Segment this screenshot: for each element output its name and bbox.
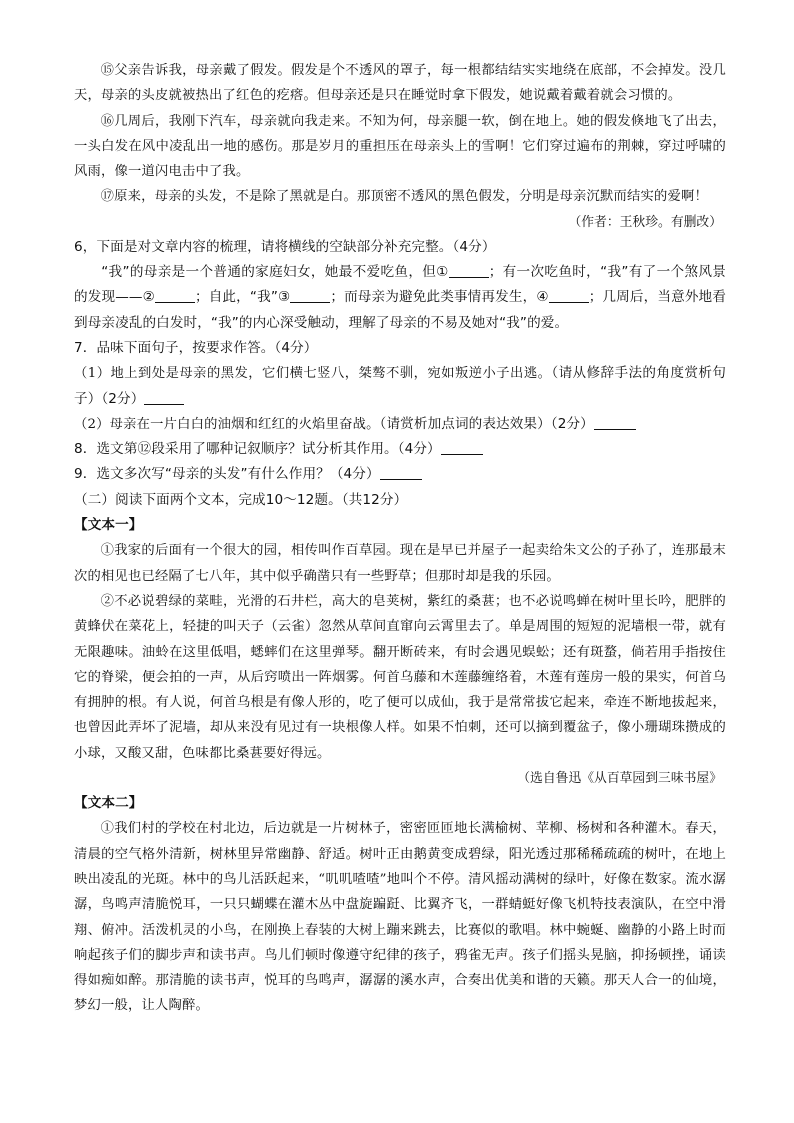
q7-2-quote: （2）母亲在一片白白的油烟和红红的火焰里奋战。: [74, 416, 380, 432]
answer-blank-1[interactable]: [449, 263, 489, 278]
text-1-paragraph-2: ②不必说碧绿的菜畦，光滑的石井栏，高大的皂荚树，紫红的桑葚；也不必说鸣蝉在树叶里长吟，肥胖的黄蜂伏在菜花上，轻捷的叫天子（云雀）忽然从草间直窜向云霄里去了。单是周围的短短的泥墙根一带，就有无限趣味。油蛉在这里低唱，蟋蟀们在这里弹琴。翻开断砖来，有时会遇见蜈蚣；还有斑蝥，倘若用手指按住它的脊梁，便会拍的一声，从后窍喷出一阵烟雾。何首乌藤和木莲藤缠络着，木莲有莲房一般的果实，何首乌有拥肿的根。有人说，何首乌根是有像人形的，吃了便可以成仙，我于是常常拔它起来，牵连不断地拔起来，也曾因此弄坏了泥墙，却从来没有见过有一块根像人样。如果不怕刺，还可以摘到覆盆子，像小珊瑚珠攒成的小球，又酸又甜，色味都比桑葚要好得远。: [74, 593, 726, 761]
paragraph-15: ⑮父亲告诉我，母亲戴了假发。假发是个不透风的罩子，每一根都结结实实地绕在底部，不会掉发。没几天，母亲的头皮就被热出了红色的疙瘩。但母亲还是只在睡觉时拿下假发，她说戴着戴着就会习惯的。: [74, 63, 726, 104]
paragraph-16: ⑯几周后，我刚下汽车，母亲就向我走来。不知为何，母亲腿一软，倒在地上。她的假发倏地飞了出去，一头白发在风中凌乱出一地的感伤。那是岁月的重担压在母亲头上的雪啊！它们穿过遍布的荆棘，穿过呼啸的风雨，像一道闪电击中了我。: [74, 113, 726, 180]
answer-blank-7-2[interactable]: [594, 415, 636, 430]
answer-blank-3[interactable]: [290, 288, 330, 303]
question-6-body: [74, 260, 726, 336]
q7-1-requirement: （请从修辞手法的角度赏析句子）（2分）: [74, 365, 726, 407]
q6-text-c: ；自此，“我”③: [194, 289, 291, 306]
q6-text-d: ；而母亲为避免此类事情再发生，④: [330, 289, 549, 306]
q6-text-b: ；有一次吃鱼时，“我”有了一个煞风景的发现——②: [74, 264, 726, 306]
question-7-title: 7．品味下面句子，按要求作答。（4分）: [74, 339, 318, 356]
paragraph-17: ⑰原来，母亲的头发，不是除了黑就是白。那顶密不透风的黑色假发，分明是母亲沉默而结实的爱啊！: [100, 189, 708, 205]
text-2-label: 【文本二】: [74, 795, 143, 812]
passage-source: （作者：王秋珍。有删改）: [568, 214, 722, 230]
q9-text: 9．选文多次写“母亲的头发”有什么作用？（4分）: [74, 466, 380, 483]
answer-blank-4[interactable]: [549, 288, 589, 303]
text-2-paragraph-1: ①我们村的学校在村北边，后边就是一片树林子，密密匝匝地长满榆树、苹柳、杨树和各种灌木。春天，清晨的空气格外清新，树林里异常幽静、舒适。树叶正由鹅黄变成碧绿，阳光透过那稀稀疏疏的树叶，在地上映出凌乱的光斑。林中的鸟儿活跃起来，“叽叽喳喳”地叫个不停。清风摇动满树的绿叶，好像在数家。流水潺潺，鸟鸣声清脆悦耳，一只只蝴蝶在灌木丛中盘旋蹁跹、比翼齐飞，一群蜻蜓好像飞机特技表演队，在空中滑翔、俯冲。活泼机灵的小鸟，在刚换上春装的大树上蹦来跳去，比赛似的歌唱。林中蜿蜒、幽静的小路上时而响起孩子们的脚步声和读书声。鸟儿们顿时像遵守纪律的孩子，鸦雀无声。孩子们摇头晃脑，抑扬顿挫，诵读得如痴如醉。那清脆的读书声，悦耳的鸟鸣声，潺潺的溪水声，合奏出优美和谐的天籁。那天人合一的仙境，梦幻一般，让人陶醉。: [74, 821, 726, 1014]
answer-blank-9[interactable]: [380, 465, 422, 480]
question-9: [74, 462, 726, 487]
answer-blank-2[interactable]: [155, 288, 195, 303]
text-1-label: 【文本一】: [74, 517, 143, 534]
part-2-heading: （二）阅读下面两个文本，完成10～12题。（共12分）: [74, 491, 408, 508]
q8-text: 8．选文第⑫段采用了哪种记叙顺序？试分析其作用。（4分）: [74, 441, 441, 458]
question-8: [74, 437, 726, 462]
answer-blank-7-1[interactable]: [144, 390, 184, 405]
q7-1-quote: （1）地上到处是母亲的黑发，它们横七竖八，桀骜不驯，宛如叛逆小子出逃。: [74, 366, 552, 382]
text-1-source: （选自鲁迅《从百草园到三味书屋》: [517, 771, 722, 787]
q7-2-requirement: （请赏析加点词的表达效果）（2分）: [379, 415, 594, 432]
answer-blank-8[interactable]: [441, 440, 483, 455]
q6-text-e: ；几周后，当意外地看到母亲凌乱的白发时，“我”的内心深受触动，理解了母亲的不易及她对“我”的爱。: [74, 289, 726, 331]
text-1-paragraph-1: ①我家的后面有一个很大的园，相传叫作百草园。现在是早已并屋子一起卖给朱文公的子孙了，连那最末次的相见也已经隔了七八年，其中似乎确凿只有一些野草；但那时却是我的乐园。: [74, 543, 726, 584]
q6-text-a: “我”的母亲是一个普通的家庭妇女，她最不爱吃鱼，但①: [101, 264, 449, 281]
question-6-title: 6，下面是对文章内容的梳理，请将横线的空缺部分补充完整。（4分）: [74, 238, 496, 255]
question-7-2: [74, 412, 726, 437]
question-7-1: [74, 361, 726, 412]
